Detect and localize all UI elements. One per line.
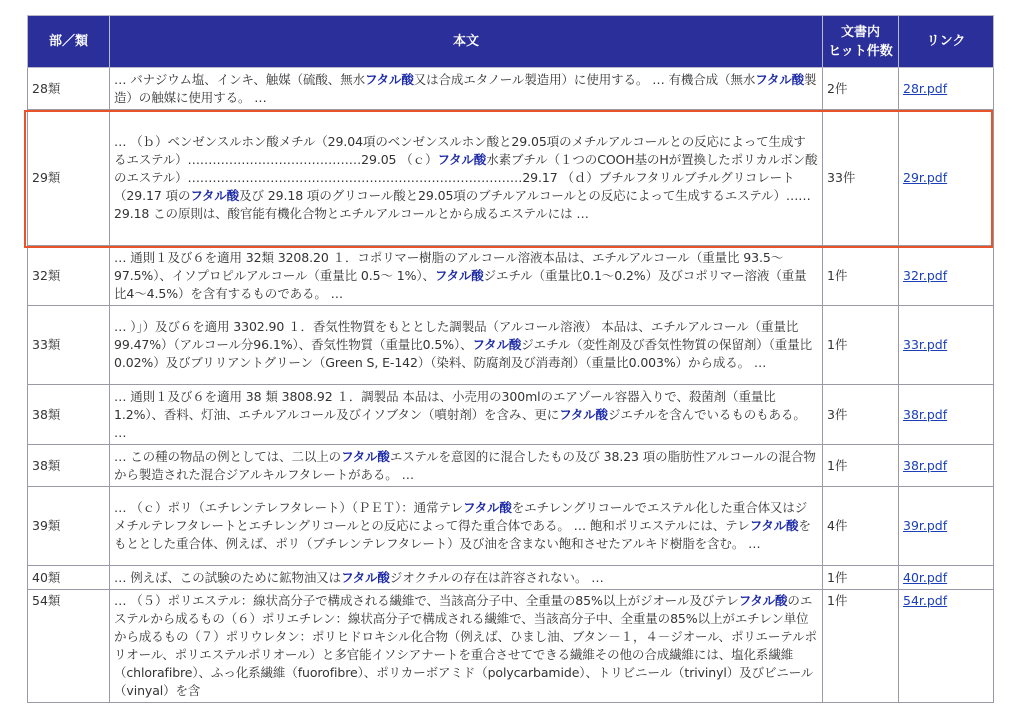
pdf-link[interactable]: 33r.pdf [903, 337, 948, 352]
body-text-segment: ジオクチルの存在は許容されない。 … [389, 569, 604, 585]
row-body-text [110, 110, 823, 246]
keyword-highlight: フタル酸 [472, 337, 522, 352]
row-category: 38類 [28, 445, 110, 487]
keyword-highlight: フタル酸 [434, 267, 484, 283]
row-body-text [110, 566, 823, 590]
body-text-segment: … （ｂ）ベンゼンスルホン酸メチル（29.04項のベンゼンスルホン酸と29.05項のメチルアルコールとの反応によって生成するエステル）……………………………………29.05 （ｃ） [114, 133, 806, 167]
body-text-segment: … ）」）及び６を適用 3302.90 １．香気性物質をもととした調製品（アルコール溶液） 本品は、エチルアルコール（重量比99.47%）（アルコール分96.1%）、香気性物質（重量比0.5%）、 [114, 319, 799, 352]
column-header-link: リンク [899, 16, 994, 68]
table-row [28, 487, 994, 566]
row-link-cell [899, 487, 994, 566]
pdf-link[interactable]: 54r.pdf [903, 593, 948, 608]
keyword-highlight: フタル酸 [463, 500, 512, 515]
keyword-highlight: フタル酸 [437, 151, 487, 167]
table-row [28, 590, 994, 703]
body-text-segment: … （ｃ）ポリ（エチレンテレフタレート）（ＰＥＴ）：通常テレ [114, 500, 464, 515]
body-text-segment: … この種の物品の例としては、二以上の [114, 448, 342, 464]
body-text-segment: をもととした重合体、例えば、ポリ（ブチレンテレフタレート）及び油を含まない飽和させたアルキド樹脂を含む。 … [114, 518, 811, 551]
body-text-segment: … 通則１及び６を適用 32類 3208.20 １．コポリマー樹脂のアルコール溶液本品は、エチルアルコール（重量比 93.5～97.5%）、イソプロピルアルコール（重量比 0.5～ 1%）、 [114, 249, 784, 283]
table-row [28, 566, 994, 590]
body-text-segment: … （５）ポリエステル：線状高分子で構成される繊維で、当該高分子中、全重量の85%以上がジオール及びテレ [114, 593, 739, 608]
pdf-link[interactable]: 38r.pdf [903, 406, 948, 422]
search-results-table [27, 15, 994, 703]
row-body-text [110, 306, 823, 385]
keyword-highlight: フタル酸 [341, 569, 390, 585]
column-header-category: 部／類 [28, 16, 110, 68]
table-row [28, 445, 994, 487]
body-text-segment: ジエチル（変性剤及び香気性物質の保留剤）（重量比0.02%）及びブリリアントグリーン（Green S, E-142）（染料、防腐剤及び消毒剤）（重量比0.003%）から成る。 … [114, 337, 812, 370]
table-row [28, 246, 994, 306]
row-body-text [110, 445, 823, 487]
row-category: 40類 [28, 566, 110, 590]
row-category: 32類 [28, 246, 110, 306]
table-row [28, 68, 994, 110]
row-category: 29類 [28, 110, 110, 246]
row-body-text [110, 385, 823, 445]
row-body-text [110, 68, 823, 110]
row-hit-count: 1件 [823, 445, 899, 487]
row-link-cell [899, 68, 994, 110]
row-link-cell [899, 590, 994, 703]
column-header-hits: 文書内 ヒット件数 [823, 16, 899, 68]
keyword-highlight: フタル酸 [738, 593, 788, 608]
row-hit-count: 4件 [823, 487, 899, 566]
pdf-link[interactable]: 29r.pdf [903, 169, 948, 185]
row-link-cell [899, 246, 994, 306]
row-hit-count: 1件 [823, 246, 899, 306]
row-link-cell [899, 385, 994, 445]
body-text-segment: エステルを意図的に混合したもの及び 38.23 項の脂肪性アルコールの混合物から製造された混合ジアルキルフタレートがある。 … [114, 448, 816, 482]
row-link-cell [899, 306, 994, 385]
row-hit-count: 1件 [823, 306, 899, 385]
row-body-text [110, 487, 823, 566]
table-row [28, 110, 994, 246]
row-hit-count: 33件 [823, 110, 899, 246]
row-hit-count: 1件 [823, 566, 899, 590]
row-hit-count: 3件 [823, 385, 899, 445]
column-header-body: 本文 [110, 16, 823, 68]
body-text-segment: 又は合成エタノール製造用）に使用する。 … 有機合成（無水 [413, 71, 756, 87]
keyword-highlight: フタル酸 [365, 71, 414, 87]
body-text-segment: ジエチル（重量比0.1～0.2%）及びコポリマー溶液（重量比4～4.5%）を含有するものである。 … [114, 267, 807, 301]
body-text-segment: 製造）の触媒に使用する。 … [114, 71, 817, 105]
keyword-highlight: フタル酸 [190, 187, 240, 203]
row-body-text [110, 590, 823, 703]
keyword-highlight: フタル酸 [341, 448, 390, 464]
row-link-cell [899, 110, 994, 246]
body-text-segment: … バナジウム塩、インキ、触媒（硫酸、無水 [114, 71, 365, 87]
keyword-highlight: フタル酸 [749, 518, 799, 533]
row-hit-count: 2件 [823, 68, 899, 110]
table-row [28, 385, 994, 445]
row-category: 28類 [28, 68, 110, 110]
body-text-segment: … 通則１及び６を適用 38 類 3808.92 １．調製品 本品は、小売用の300mlのエアゾール容器入りで、殺菌剤（重量比1.2%）、香料、灯油、エチルアルコール及びイソブタン（噴射剤）を含み、更に [114, 388, 776, 422]
pdf-link[interactable]: 32r.pdf [903, 267, 948, 283]
pdf-link[interactable]: 39r.pdf [903, 518, 948, 533]
keyword-highlight: フタル酸 [559, 406, 608, 422]
table-header-row [28, 16, 994, 68]
row-hit-count: 1件 [823, 590, 899, 703]
row-body-text [110, 246, 823, 306]
table-row [28, 306, 994, 385]
row-category: 54類 [28, 590, 110, 703]
row-category: 39類 [28, 487, 110, 566]
body-text-segment: … 例えば、この試験のために鉱物油又は [114, 569, 342, 585]
pdf-link[interactable]: 28r.pdf [903, 80, 948, 96]
row-category: 38類 [28, 385, 110, 445]
keyword-highlight: フタル酸 [755, 71, 805, 87]
body-text-segment: をエチレングリコールでエステル化した重合体又はジメチルテレフタレートとエチレングリコールとの反応によって得た重合体である。 … 飽和ポリエステルには、テレ [114, 500, 808, 533]
body-text-segment: 水素ブチル（１つのCOOH基のHが置換したポリカルボン酸のエステル）………………………………………………………………………29.17 （ｄ）ブチルフタリルブチルグリコレート（29.17 項の [114, 151, 818, 203]
body-text-segment: のエステルから成るもの（６）ポリエチレン：線状高分子で構成される繊維で、当該高分子中、全重量の85%以上がエチレン単位から成るもの（７）ポリウレタン：ポリヒドロキシル化合物（例えば、ひまし油、ブタン－１，４－ジオール、ポリエーテルポリオール、ポリエステルポリオール）と多官能イソシアナートを重合させてできる繊維その他の合成繊維には、塩化系繊維（chlorafibre）、ふっ化系繊維（fuorofibre）、ポリカーボアミド（polycarbamide）、トリビニール（trivinyl）及びビニール（vinyal）を含 [114, 593, 817, 698]
row-category: 33類 [28, 306, 110, 385]
pdf-link[interactable]: 38r.pdf [903, 457, 948, 473]
search-results-container [27, 15, 993, 703]
body-text-segment: ジエチルを含んでいるものもある。 … [114, 406, 806, 440]
row-link-cell [899, 566, 994, 590]
body-text-segment: 及び 29.18 項のグリコール酸と29.05項のブチルアルコールとの反応によって生成するエステル）……29.18 この原則は、酸官能有機化合物とエチルアルコールとから成るエステルには … [114, 187, 811, 221]
row-link-cell [899, 445, 994, 487]
pdf-link[interactable]: 40r.pdf [903, 569, 948, 585]
table-body [28, 68, 994, 703]
